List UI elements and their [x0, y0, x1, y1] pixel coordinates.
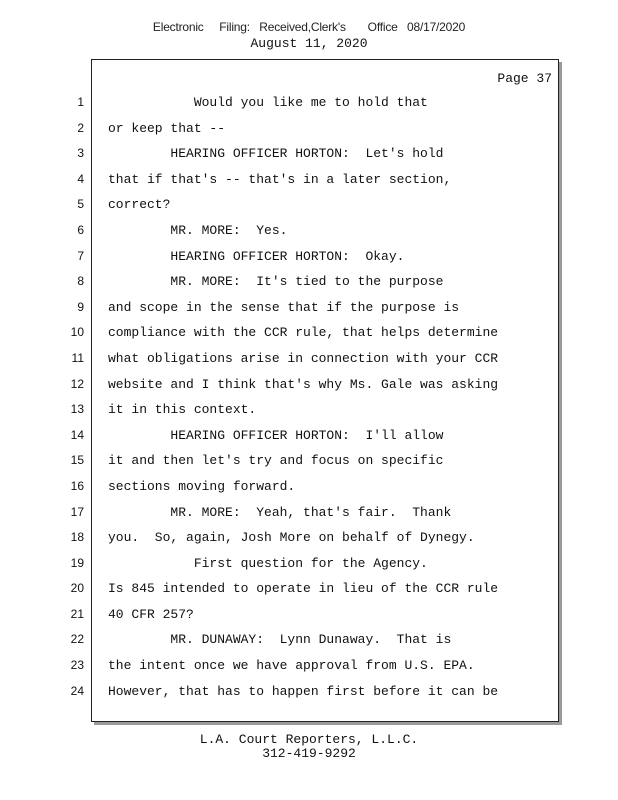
line-text: 40 CFR 257? [108, 606, 194, 622]
line-text: correct? [108, 197, 171, 213]
transcript-line [0, 529, 618, 555]
line-number: 1 [77, 95, 84, 109]
line-number: 9 [77, 299, 84, 314]
transcript-line [0, 452, 618, 478]
line-number: 12 [70, 376, 84, 391]
line-number: 23 [70, 658, 84, 673]
line-number: 16 [70, 478, 84, 493]
line-number: 20 [70, 581, 84, 596]
line-text: website and I think that's why Ms. Gale was asking [108, 376, 499, 392]
transcript-line [0, 478, 618, 504]
reporter-company: L.A. Court Reporters, L.L.C. [199, 732, 419, 747]
transcript-line [0, 401, 618, 427]
line-number: 8 [77, 274, 84, 289]
transcript-line [0, 657, 618, 683]
line-number: 21 [70, 606, 84, 621]
line-text: you. So, again, Josh More on behalf of Dynegy. [108, 530, 475, 546]
line-text: it in this context. [108, 402, 257, 418]
line-number: 6 [77, 222, 84, 237]
line-number: 18 [70, 530, 84, 545]
transcript-line [0, 504, 618, 530]
line-text: that if that's -- that's in a later section, [108, 171, 452, 187]
line-number: 19 [70, 555, 84, 570]
line-text: HEARING OFFICER HORTON: Okay. [108, 248, 405, 264]
transcript-line [0, 376, 618, 402]
transcript-line [0, 683, 618, 709]
reporter-phone: 312-419-9292 [262, 746, 356, 761]
line-text: MR. MORE: It's tied to the purpose [108, 274, 444, 290]
transcript-line [0, 580, 618, 606]
line-text: it and then let's try and focus on specific [108, 453, 444, 469]
line-number: 24 [70, 683, 84, 698]
line-number: 10 [70, 325, 84, 340]
line-number: 5 [77, 197, 84, 212]
line-text: and scope in the sense that if the purpose is [108, 299, 460, 315]
transcript-line [0, 248, 618, 274]
transcript-line [0, 299, 618, 325]
line-text: MR. DUNAWAY: Lynn Dunaway. That is [108, 632, 452, 648]
transcript-line [0, 631, 618, 657]
transcript-line [0, 196, 618, 222]
line-number: 22 [70, 632, 84, 647]
line-text: MR. MORE: Yeah, that's fair. Thank [108, 504, 452, 520]
transcript-lines [0, 94, 618, 708]
transcript-line [0, 222, 618, 248]
line-number: 11 [71, 350, 84, 365]
line-number: 17 [70, 504, 84, 519]
line-text: First question for the Agency. [108, 555, 428, 571]
filing-stamp: Electronic Filing: Received,Clerk's Office 08/17/2020 [152, 20, 466, 34]
line-text: MR. MORE: Yes. [108, 222, 288, 238]
transcript-line [0, 427, 618, 453]
line-text: HEARING OFFICER HORTON: I'll allow [108, 427, 444, 443]
line-text: Would you like me to hold that [108, 95, 428, 110]
line-number: 13 [70, 402, 84, 417]
transcript-line [0, 94, 618, 120]
line-text: sections moving forward. [108, 478, 296, 494]
line-text: or keep that -- [108, 120, 226, 136]
line-number: 15 [70, 453, 84, 468]
line-text: what obligations arise in connection with your CCR [108, 350, 499, 366]
transcript-line [0, 606, 618, 632]
transcript-line [0, 171, 618, 197]
line-text: the intent once we have approval from U.S. EPA. [108, 658, 475, 674]
line-text: compliance with the CCR rule, that helps determine [108, 325, 499, 341]
line-number: 2 [77, 120, 84, 135]
transcript-line [0, 555, 618, 581]
transcript-line [0, 324, 618, 350]
line-number: 3 [77, 146, 84, 161]
transcript-date: August 11, 2020 [250, 36, 368, 51]
transcript-line [0, 273, 618, 299]
transcript-line [0, 120, 618, 146]
line-text: HEARING OFFICER HORTON: Let's hold [108, 146, 444, 162]
line-number: 7 [77, 248, 84, 263]
transcript-line [0, 145, 618, 171]
line-number: 4 [77, 171, 84, 186]
transcript-line [0, 350, 618, 376]
footer [0, 733, 618, 761]
line-text: Is 845 intended to operate in lieu of the CCR rule [108, 581, 499, 597]
line-number: 14 [70, 427, 84, 442]
line-text: However, that has to happen first before it can be [108, 683, 499, 699]
page-number: Page 37 [497, 71, 552, 86]
